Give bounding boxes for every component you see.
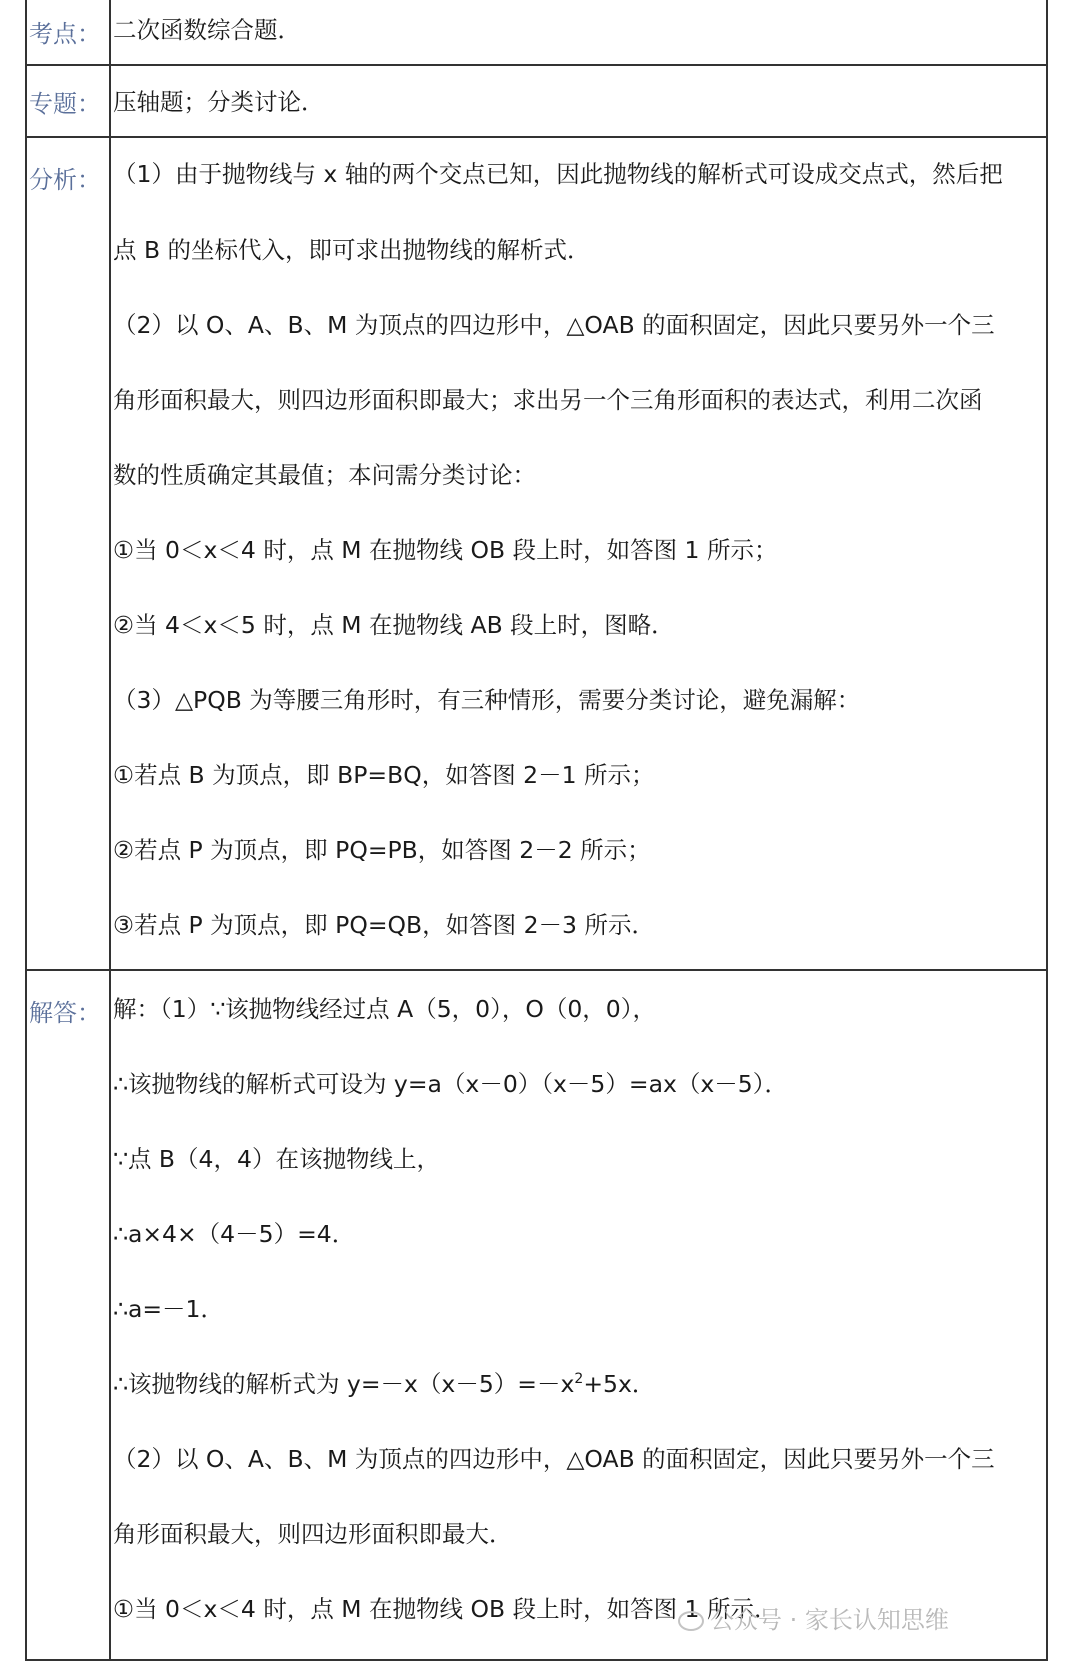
formula-text: ∴该抛物线的解析式为 y=－x（x－5）=－x [113, 1370, 575, 1398]
label-cell [27, 138, 111, 969]
row-jieda [27, 971, 1046, 1661]
content-cell [111, 971, 1046, 1659]
text-line: （2）以 O、A、B、M 为顶点的四边形中，△OAB 的面积固定，因此只要另外一个三 [113, 311, 995, 339]
row-label-zhuanti: 专题： [29, 90, 101, 118]
label-cell [27, 0, 111, 64]
row-label-jieda: 解答： [29, 999, 101, 1027]
formula-tail: +5x． [583, 1370, 656, 1398]
text-line: ∴a=－1． [113, 1295, 224, 1323]
watermark-text: 公众号 · 家长认知思维 [710, 1606, 949, 1634]
label-cell [27, 66, 111, 136]
text-line: 解：（1）∵该抛物线经过点 A（5，0），O（0，0）， [113, 995, 657, 1023]
content-cell [111, 138, 1046, 969]
text-line: ②若点 P 为顶点，即 PQ=PB，如答图 2－2 所示； [113, 836, 651, 864]
text-line: 角形面积最大，则四边形面积即最大． [113, 1520, 513, 1548]
row-label-fenxi: 分析： [29, 166, 101, 194]
answer-sheet-table [25, 0, 1048, 1661]
content-cell [111, 0, 1046, 64]
row-zhuanti [27, 66, 1046, 138]
row-kaodian [27, 0, 1046, 66]
text-line: ①当 0＜x＜4 时，点 M 在抛物线 OB 段上时，如答图 1 所示； [113, 536, 778, 564]
text-line: （1）由于抛物线与 x 轴的两个交点已知，因此抛物线的解析式可设成交点式，然后把 [113, 160, 1003, 188]
text-line: ∵点 B（4，4）在该抛物线上， [113, 1145, 440, 1173]
text-line: 点 B 的坐标代入，即可求出抛物线的解析式． [113, 236, 591, 264]
exponent: 2 [574, 1371, 584, 1388]
wechat-logo-icon [678, 1611, 704, 1631]
text-line: ③若点 P 为顶点，即 PQ=QB，如答图 2－3 所示． [113, 911, 655, 939]
content-cell [111, 66, 1046, 136]
row-label-kaodian: 考点： [29, 20, 101, 48]
text-line: ∴该抛物线的解析式可设为 y=a（x－0）（x－5）=ax（x－5）． [113, 1070, 788, 1098]
text-line: （3）△PQB 为等腰三角形时，有三种情形，需要分类讨论，避免漏解： [113, 686, 861, 714]
text-line: ②当 4＜x＜5 时，点 M 在抛物线 AB 段上时，图略． [113, 611, 675, 639]
watermark [678, 1600, 949, 1635]
text-line: ∴a×4×（4－5）=4． [113, 1220, 356, 1248]
text-line: 角形面积最大，则四边形面积即最大；求出另一个三角形面积的表达式，利用二次函 [113, 386, 983, 414]
text-line: 数的性质确定其最值；本问需分类讨论： [113, 461, 536, 489]
text-line: ①若点 B 为顶点，即 BP=BQ，如答图 2－1 所示； [113, 761, 655, 789]
text-line: 压轴题；分类讨论． [113, 88, 325, 116]
row-fenxi [27, 138, 1046, 971]
label-cell [27, 971, 111, 1659]
text-line: （2）以 O、A、B、M 为顶点的四边形中，△OAB 的面积固定，因此只要另外一个三 [113, 1445, 995, 1473]
text-line: 二次函数综合题． [113, 16, 301, 44]
formula-line [113, 1368, 1046, 1400]
text-line: ①当 0＜x＜4 时，点 M 在抛物线 OB 段上时，如答图 1 所示． [113, 1595, 778, 1623]
